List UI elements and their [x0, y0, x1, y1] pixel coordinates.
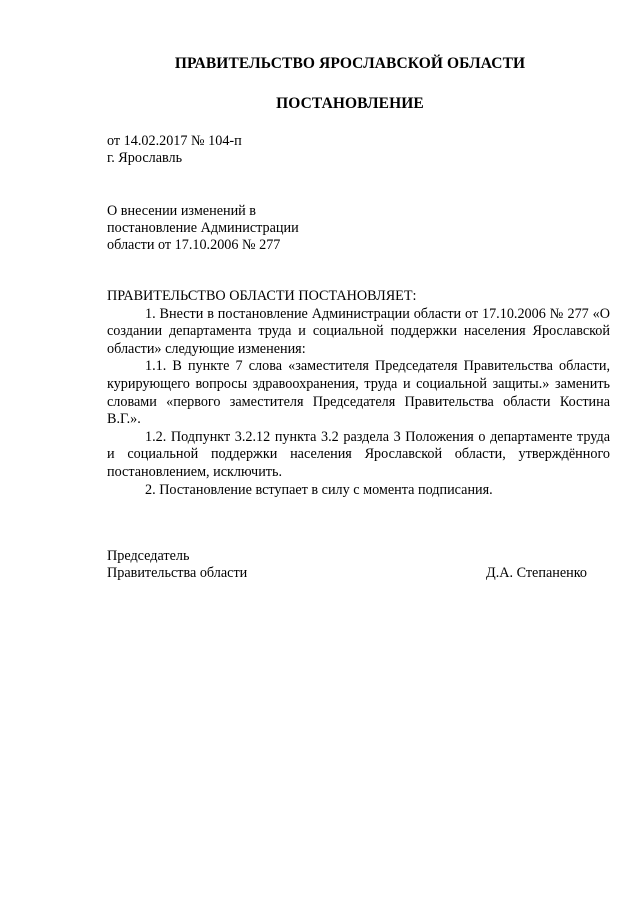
- signature-block: [107, 548, 587, 582]
- subject-line: постановление Администрации: [107, 220, 299, 236]
- subject-line: О внесении изменений в: [107, 203, 257, 219]
- organization-title: ПРАВИТЕЛЬСТВО ЯРОСЛАВСКОЙ ОБЛАСТИ: [174, 55, 526, 72]
- city: г. Ярославль: [107, 150, 183, 166]
- body-paragraph: 1.1. В пункте 7 слова «заместителя Председателя Правительства области, курирующего вопросы здравоохранения, труда и социальной защиты.» заменить словами «первого заместителя Председателя Правительства области Костина В.Г.».: [107, 358, 610, 428]
- signatory-position: Председатель: [107, 548, 190, 564]
- body-paragraph: 1.2. Подпункт 3.2.12 пункта 3.2 раздела 3 Положения о департаменте труда и социальной поддержки населения Ярославской области, утверждённого постановлением, исключить.: [107, 428, 610, 480]
- subject-line: области от 17.10.2006 № 277: [107, 237, 281, 253]
- signature-row: [107, 565, 587, 582]
- body-paragraph: 2. Постановление вступает в силу с момента подписания.: [145, 481, 493, 498]
- preamble: ПРАВИТЕЛЬСТВО ОБЛАСТИ ПОСТАНОВЛЯЕТ:: [107, 288, 417, 304]
- body-paragraph: 1. Внести в постановление Администрации области от 17.10.2006 № 277 «О создании департамента труда и социальной поддержки населения Ярославской области» следующие изменения:: [107, 305, 610, 357]
- signatory-position: Правительства области: [107, 565, 248, 581]
- date-and-number: от 14.02.2017 № 104-п: [107, 133, 242, 149]
- document-body: [107, 288, 610, 499]
- signatory-name: Д.А. Степаненко: [486, 565, 587, 581]
- document-type-title: ПОСТАНОВЛЕНИЕ: [276, 95, 424, 112]
